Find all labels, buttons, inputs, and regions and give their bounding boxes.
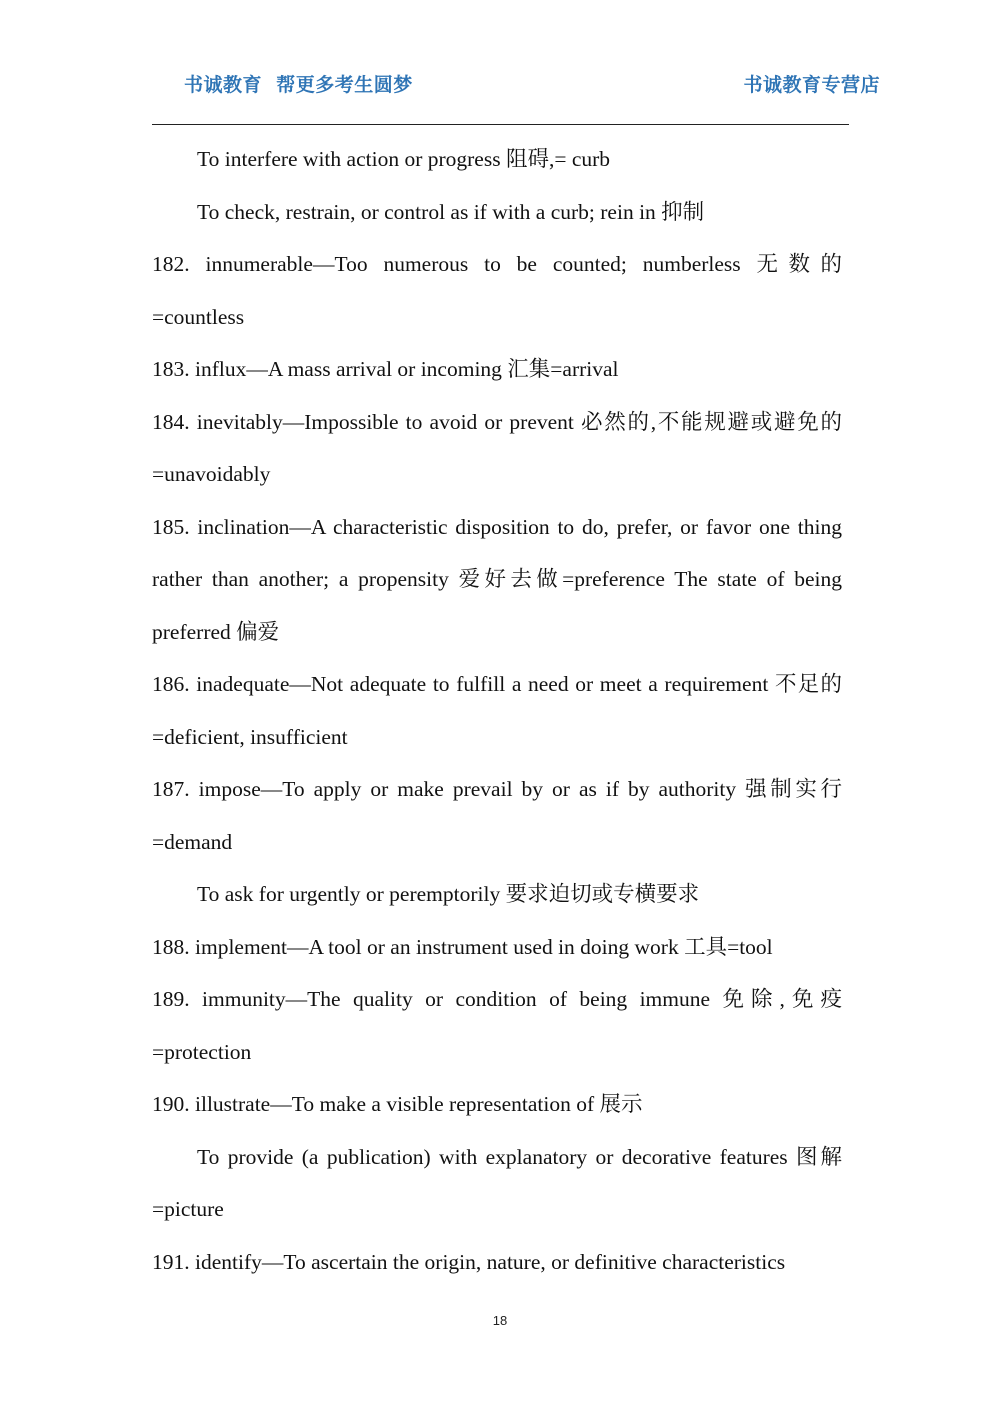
vocab-entry-185: 185. inclination—A characteristic disposition to do, prefer, or favor one thing rather than another; a propensity 爱好去做=preference The state of being preferred 偏爱 — [152, 514, 842, 644]
definition-line: To ask for urgently or peremptorily 要求迫切或专横要求 — [197, 882, 700, 906]
page-number: 18 — [492, 1313, 508, 1328]
page-header — [152, 70, 880, 106]
header-divider — [152, 124, 849, 125]
vocab-entry-191: 191. identify—To ascertain the origin, nature, or definitive characteristics — [152, 1249, 786, 1274]
vocab-entry-188: 188. implement—A tool or an instrument used in doing work 工具=tool — [152, 934, 773, 959]
vocabulary-list — [152, 133, 842, 1288]
vocab-entry-189: 189. immunity—The quality or condition of being immune 免除,免疫 =protection — [152, 987, 842, 1064]
vocab-entry-182: 182. innumerable—Too numerous to be counted; numberless 无数的 =countless — [152, 252, 842, 329]
vocab-entry-190: 190. illustrate—To make a visible representation of 展示 — [152, 1092, 643, 1116]
definition-line: To provide (a publication) with explanatory or decorative features 图解=picture — [152, 1144, 842, 1221]
header-slogan: 书诚教育 帮更多考生圆梦 — [184, 74, 413, 96]
definition-line: To check, restrain, or control as if with a curb; rein in 抑制 — [197, 199, 705, 224]
vocab-entry-184: 184. inevitably—Impossible to avoid or prevent 必然的,不能规避或避免的=unavoidably — [152, 409, 842, 486]
header-store-name: 书诚教育专营店 — [743, 74, 880, 96]
vocab-entry-186: 186. inadequate—Not adequate to fulfill a need or meet a requirement 不足的=deficient, insufficient — [152, 672, 842, 749]
vocab-entry-183: 183. influx—A mass arrival or incoming 汇集=arrival — [152, 357, 619, 381]
vocab-entry-187: 187. impose—To apply or make prevail by or as if by authority 强制实行 =demand — [152, 777, 842, 854]
definition-line: To interfere with action or progress 阻碍,= curb — [197, 147, 611, 171]
